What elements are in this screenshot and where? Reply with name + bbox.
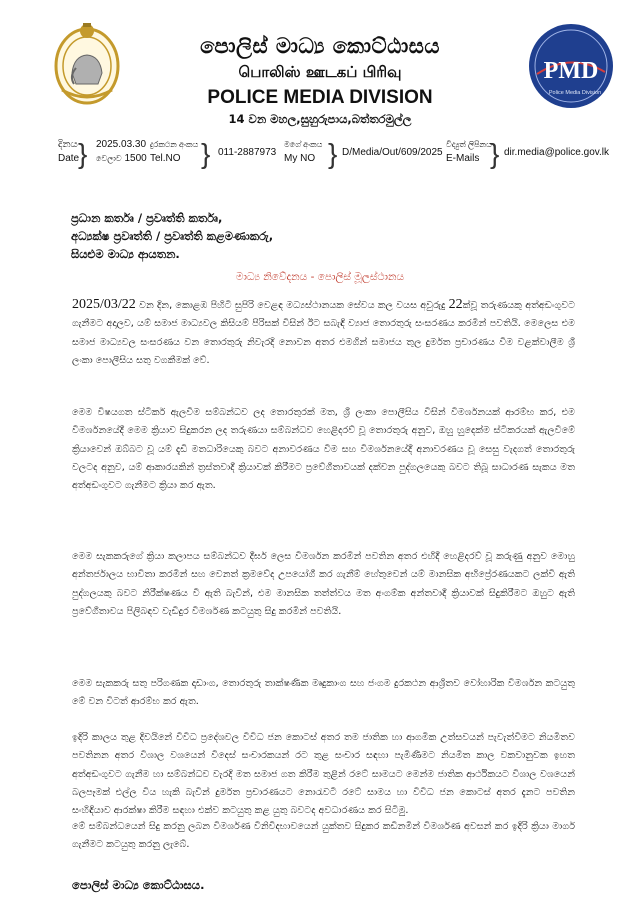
- org-address: 14 වන මහල,සුහුරුපාය,බත්තරමුල්ල: [228, 112, 412, 126]
- recipient-line: ප්‍රධාන කර්තෘ / ප්‍රවෘත්ති කර්තෘ,: [71, 211, 223, 225]
- my-no-label-english: My NO: [284, 153, 316, 164]
- time-value: 1500: [124, 153, 147, 164]
- body-paragraph-3: මෙම සැකකරුගේ ක්‍රියා කලාපය සම්බන්ධව දීර්ඝ ලෙස විමර්ශන කරමින් පවතින අතර එහිදී හෙළිදරව් වූ කරුණු අනුව මොහු අන්තර්ජාලය භාවිතා කරමින් සහ වෙනත් ක්‍රමවේද උපයෝගී කර ගැනීම් හේතුවෙන් යම් මානසික අභිප්‍රේරණයකට ලක්වී ඇති පුද්ගලයකු බවට නිරීක්ෂණය වී ඇති බැවින්, එම මානසික තත්ත්වය මත අංගම්ක අන්තවාදී ක්‍රියාවක් සිදුකිරීමට ඔහුට ඇති ප්‍රවේගීතාවය පිලිබඳව වැඩිදුර විමර්ශණ කටයුතු සිදු කරමින් පවතියි.: [72, 551, 575, 617]
- my-no-labels: [284, 138, 322, 166]
- body-paragraph-2: මෙම විෂයගත ස්ටිකර් ඇලවීම සම්බන්ධව ලද තොරතුරක් මත, ශ්‍රී ලංකා පොලීසිය විසින් විමර්ශනයක් ආරම්භ කර, එම විමර්ශනයේදී මෙම ක්‍රියාව සිදුකරන ලද තරුණයා සම්බන්ධව හෙළිදරව් වූ තොරතුරු අනුව, ඔහු හුදෙක්ම ස්ටිකරයක් ඇලවීමේ ක්‍රියාවෙන් ඔබ්බට වූ යම් දැඩි මතධාරියෙකු බවට අනාවරණය වීම සහ විමර්ශනයේදී අනාවරණය වූ සෙසු වැදගත් තොරතුරු වලටද අනුව, යම් ආකාරයකින් ත්‍රස්තවාදී ක්‍රියාවක් කිරීමට ප්‍රවේගීතාවයක් දක්වන පුද්ගලයෙකු බවට තිබූ සාධාරණ සැකය මත අත්අඩංගුවට ගැනීමට ක්‍රියා කර ඇත.: [72, 407, 575, 492]
- age-number: 22: [448, 297, 463, 312]
- paragraph-text: ක්වූ තරුණයකු අත්අඩංගුවට ගැනීමට අදාලව, යම් සමාජ මාධ්‍යවල කිසියම් පිරිසක් විසින් ඊට සබැඳි ව්‍යාජ තොරතුරු සංසරණය කරමින් පවතියි. මෙලෙස එම සමාජ මාධ්‍යවල සංසරණය වන තොරතුරු නිවැරදි නොවන අතර එමගින් සමාජය තුල දුර්මත ප්‍රචාරණය වීම වළක්වාලීම ශ්‍රී ලංකා පොලීසිය සතු වගකීමක් වේ.: [72, 300, 576, 366]
- body-paragraph-6: මේ සම්බන්ධයෙන් සිදු කරනු ලබන විමර්ශණ විනිවිදභාවයෙන් යුක්තව සිදුකර කඩිනමින් විමර්ශණ අවසන් කර ඉදිරි ක්‍රියා මාර්ග ගැනීමට කටයුතු කරනු ලැබේ.: [72, 821, 575, 851]
- date-label-english: Date: [58, 153, 80, 164]
- body-paragraph-5: ඉදිරි කාලය තුළ දිවයිනේ විවිධ ප්‍රදේශවල විවිධ ජන කොටස් අතර තම ජාතික හා ආගමික උත්සවයන් පැවැත්වීමට නියමිතව පවතිනන අතර විශාල වශයෙන් විදෙස් සංචාරකයන් රට තුළ සංචාර සඳහා පැමිණීමට නියමිත කාල වකවානුවක ඉහත අත්අඩංගුවට ගැනීම හා සම්බන්ධව වැරදි මත සමාජ ගත කිරීම තුළින් රටේ සාමයට මෙන්ම ජාතික ආර්ථිකයට විශාල වශයෙන් බලපෑමක් එල්ල විය හැකි බැවින් දුර්මත ප්‍රචාරණයට නොරැවටී රටේ සාමය හා විවිධ ජන කොටස් අතර දැනට පවතින සංහිඳියාව ආරක්ෂා කිරීම සඳහා එක්ව කටයුතු කළ යුතු බවටද අවධාරණය කර සිටිමු.: [72, 732, 575, 817]
- email-labels: [446, 138, 492, 166]
- paragraph-text: වන දින, කොළඹ පිහිටි සුපිරි වෙළඳ මධ්‍යස්ථානයක සේවය කල වයස අවුරුදු: [135, 300, 446, 311]
- tel-label-english: Tel.NO: [150, 153, 181, 164]
- bracket: }: [328, 138, 338, 169]
- incident-date: 2025/03/22: [72, 297, 136, 312]
- recipient-line: අධ්‍යක්ෂ ප්‍රවෘත්ති / ප්‍රවෘත්ති කළමණාකරු,: [71, 229, 274, 243]
- time-label: වෙලාව: [96, 154, 122, 163]
- tel-labels: [150, 138, 198, 166]
- tel-value: 011-2887973: [218, 147, 277, 158]
- bracket: }: [78, 138, 88, 169]
- date-value: 2025.03.30: [96, 139, 147, 150]
- press-release-heading: මාධ්‍ය නිවේදනය - පොලිස් මූලස්ථානය: [235, 271, 405, 283]
- date-labels: [58, 138, 79, 166]
- bracket: }: [490, 138, 500, 169]
- body-paragraph-4: මෙම සැකකරු සතු පරිගණක දෘඩාංග, තොරතුරු තාක්ෂණික මෘදුකාංග සහ ජංගම දුරකථන ආශ්‍රිතව වෝහාරික විමර්ශන කටයුතු මේ වන විටත් ආරම්භ කර ඇත.: [72, 678, 575, 708]
- email-label-english: E-Mails: [446, 153, 480, 164]
- tel-label-sinhala: දුරකථන අංකය: [150, 140, 199, 149]
- reference-info-row: [58, 138, 610, 170]
- org-name-tamil: பொலிஸ் ஊடகப் பிரிவு: [238, 63, 402, 81]
- letterhead: [0, 0, 640, 126]
- police-emblem-icon: [52, 18, 122, 108]
- bracket: }: [201, 138, 211, 169]
- body-paragraph-1: [72, 296, 575, 370]
- email-label-sinhala: විද්‍යුත් ලිපිනය: [446, 140, 492, 149]
- my-no-label-sinhala: මගේ අංකය: [284, 140, 323, 149]
- recipient-block: [71, 209, 273, 263]
- pmd-logo-text: PMD: [543, 58, 599, 84]
- date-time-values: [96, 138, 147, 166]
- date-label-sinhala: දිනය: [58, 139, 78, 150]
- org-name-sinhala: පොලිස් මාධ්‍ය කොට්ඨාසය: [200, 34, 440, 58]
- signature-line: පොලිස් මාධ්‍ය කොට්ඨාසය.: [72, 878, 205, 892]
- org-name-english: POLICE MEDIA DIVISION: [207, 87, 433, 108]
- recipient-line: සියළුම මාධ්‍ය ආයතන.: [71, 247, 180, 261]
- email-value: dir.media@police.gov.lk: [504, 147, 610, 158]
- my-no-value: D/Media/Out/609/2025: [342, 147, 443, 158]
- pmd-logo-icon: [527, 22, 615, 110]
- pmd-logo-ring-text: Police Media Division: [548, 90, 602, 96]
